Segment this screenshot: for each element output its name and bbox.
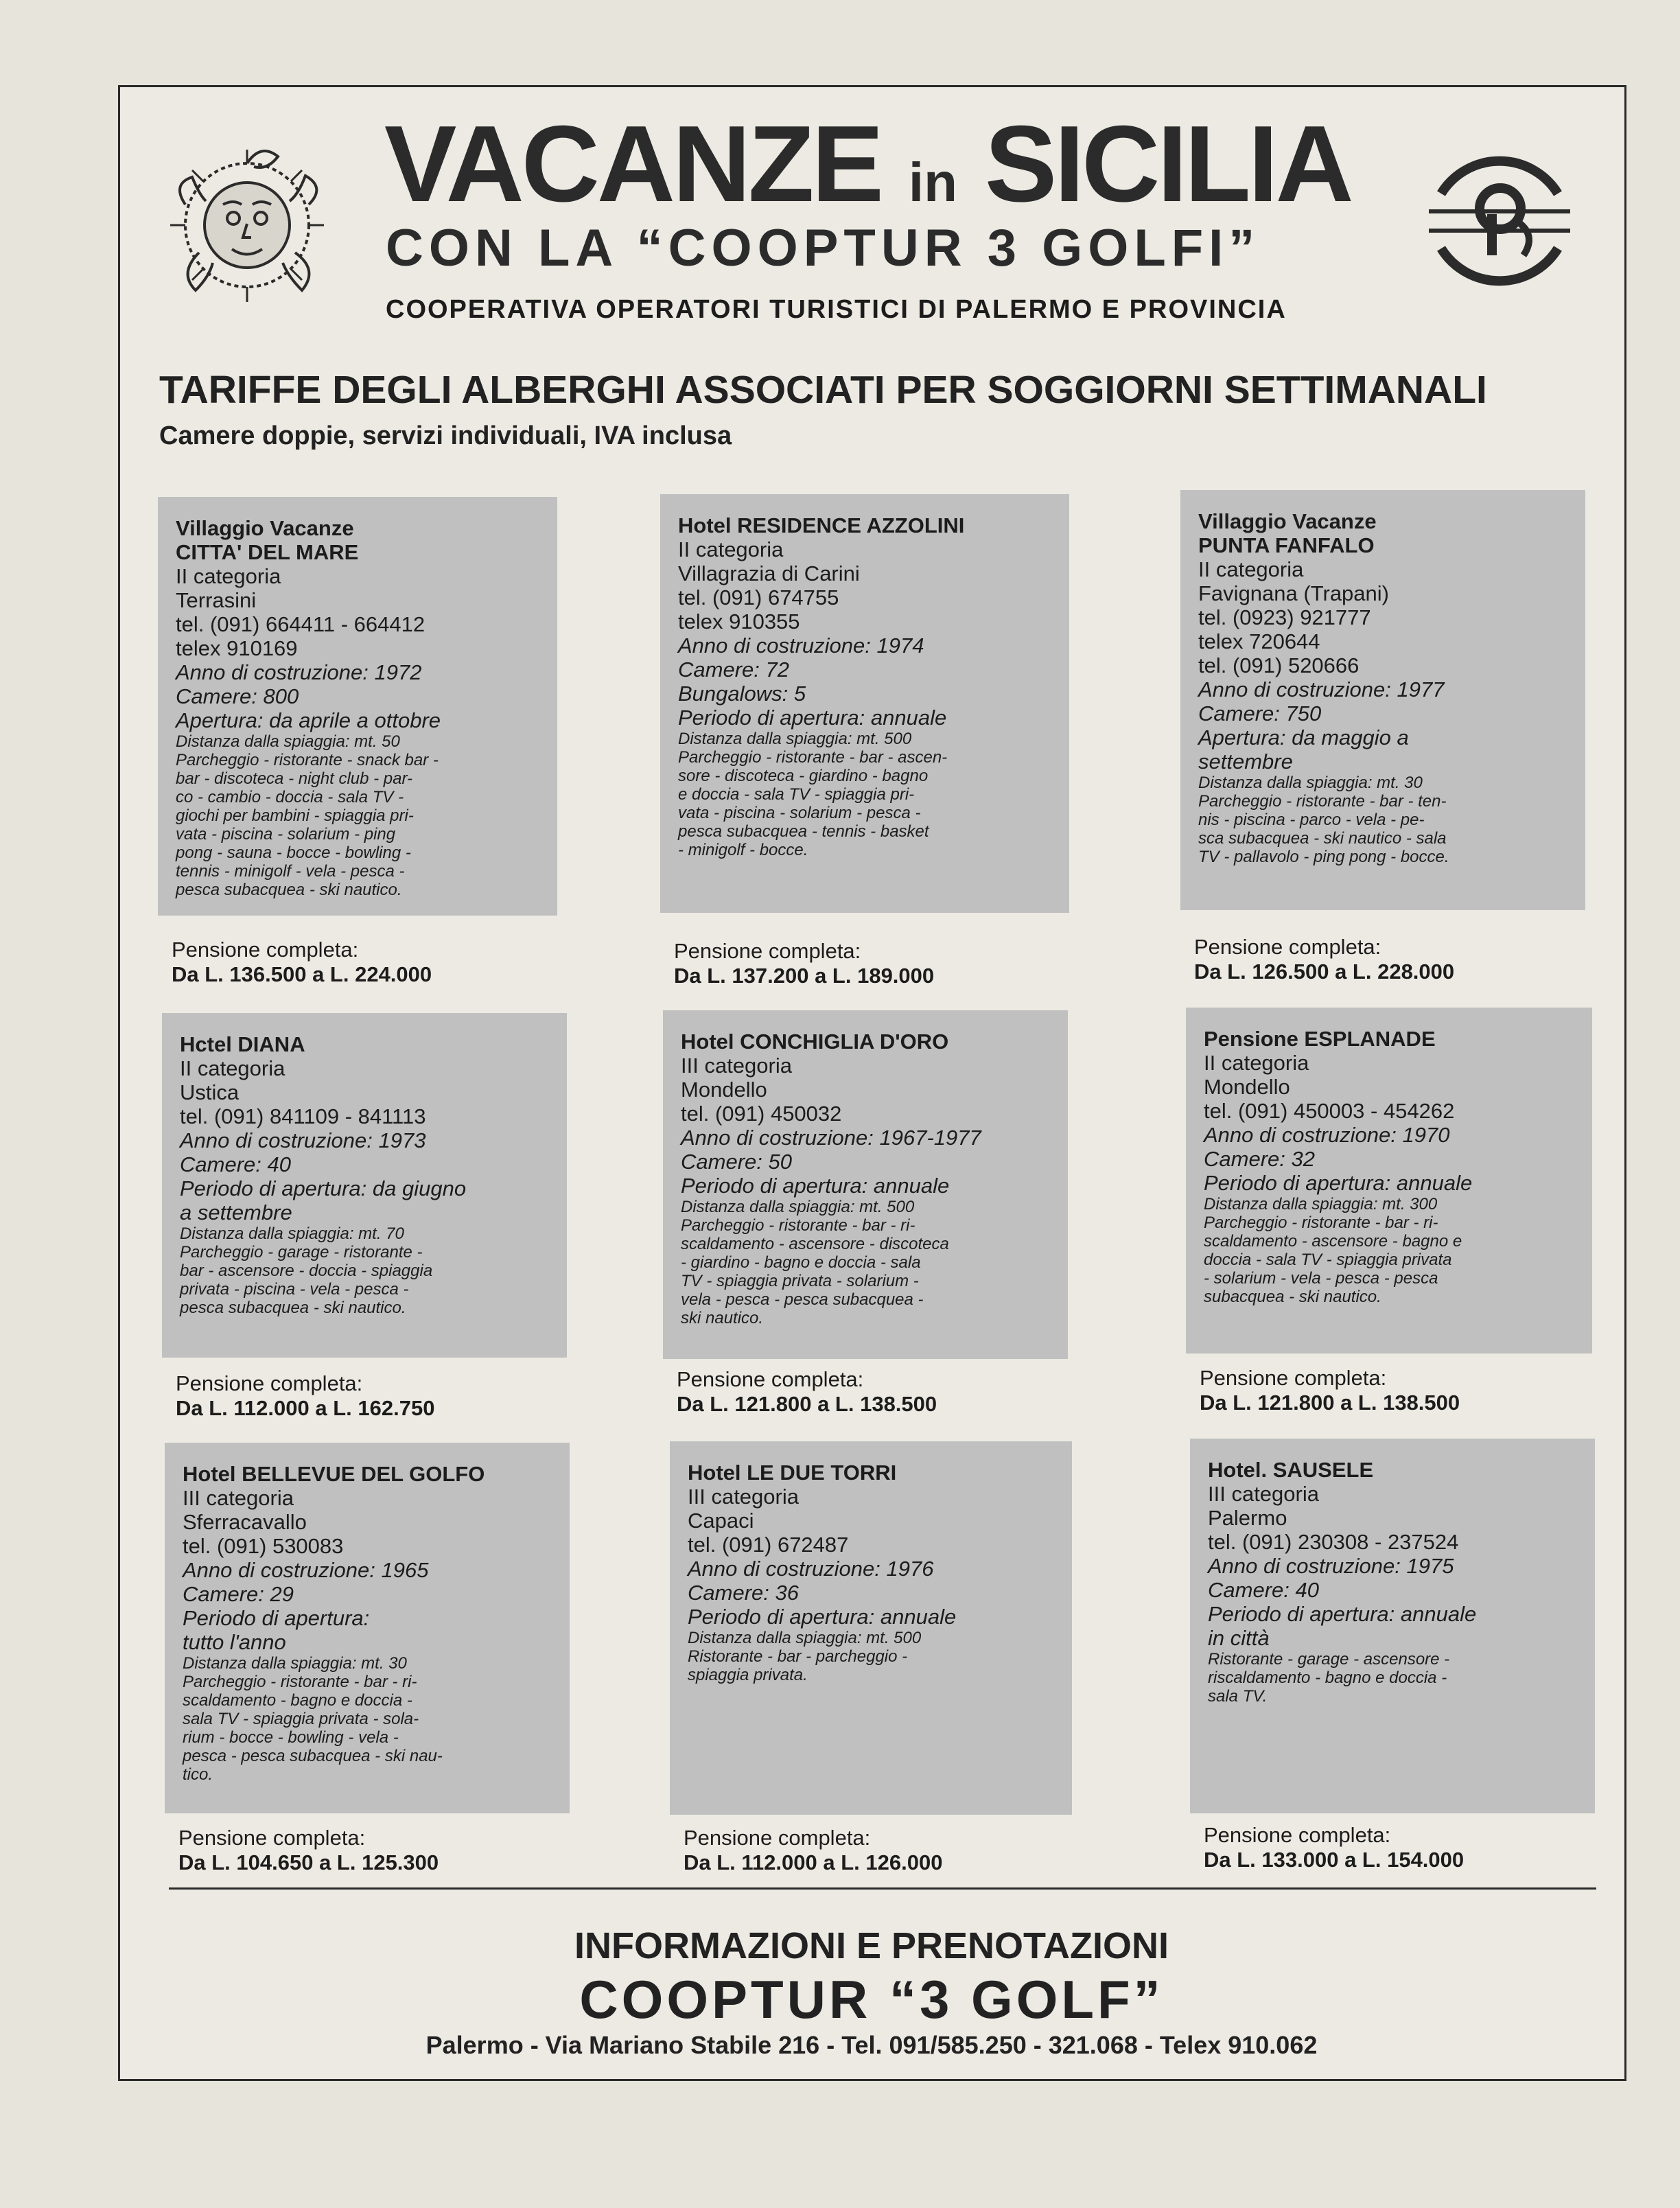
footer-company-name: COOPTUR “3 GOLF” bbox=[579, 1969, 1164, 2030]
hotel-info-line: III categoria bbox=[183, 1486, 294, 1510]
hotel-detail-line: Anno di costruzione: 1970 bbox=[1204, 1123, 1450, 1147]
hotel-amenities: Distanza dalla spiaggia: mt. 300 Parcheggio - ristorante - bar - ri- scaldamento - ascensore - bagno e doccia - sala TV - spiaggia privata - solarium - vela - pesca - pesca subacquea - ski nautico. bbox=[1204, 1195, 1462, 1306]
hotel-info-line: tel. (091) 674755 bbox=[678, 585, 839, 609]
hotel-detail-line: in città bbox=[1208, 1626, 1270, 1650]
price-label: Pensione completa: bbox=[1204, 1823, 1391, 1847]
hotel-detail-line: Camere: 50 bbox=[681, 1150, 792, 1174]
price-label: Pensione completa: bbox=[674, 939, 861, 963]
hotel-price bbox=[178, 1826, 563, 1875]
hotel-info-line: tel. (091) 520666 bbox=[1198, 653, 1360, 677]
price-label: Pensione completa: bbox=[176, 1371, 363, 1395]
price-range: Da L. 136.500 a L. 224.000 bbox=[172, 962, 432, 986]
hotel-info-line: tel. (091) 450032 bbox=[681, 1102, 842, 1126]
hotel-info-line: Mondello bbox=[1204, 1075, 1290, 1099]
ad-title: VACANZE in SICILIA bbox=[384, 104, 1351, 224]
hotel-price bbox=[684, 1826, 1068, 1875]
hotel-info-line: telex 910169 bbox=[176, 636, 298, 660]
price-label: Pensione completa: bbox=[172, 938, 359, 962]
hotel-amenities: Distanza dalla spiaggia: mt. 500 Parcheggio - ristorante - bar - ascen- sore - discoteca - giardino - bagno e doccia - sala TV - spiaggia pri- vata - piscina - solarium - pesca - pesca subacquea - tennis - basket - minigolf - bocce. bbox=[678, 730, 948, 859]
hotel-detail-line: Anno di costruzione: 1974 bbox=[678, 634, 924, 658]
hotel-card bbox=[1190, 1439, 1595, 1813]
hotel-name: Pensione ESPLANADE bbox=[1204, 1027, 1436, 1051]
hotel-detail-line: Periodo di apertura: annuale bbox=[678, 706, 947, 730]
hotel-detail-line: Periodo di apertura: annuale bbox=[688, 1605, 957, 1629]
hotel-info-line: Mondello bbox=[681, 1078, 767, 1102]
footer-divider bbox=[169, 1887, 1596, 1890]
hotel-detail-line: Anno di costruzione: 1972 bbox=[176, 660, 422, 684]
cooptur-logo-icon bbox=[1414, 146, 1585, 297]
hotel-card bbox=[1180, 490, 1585, 910]
hotel-card bbox=[670, 1441, 1072, 1815]
hotel-card bbox=[165, 1443, 570, 1813]
hotel-detail-line: Bungalows: 5 bbox=[678, 682, 806, 706]
hotel-card bbox=[663, 1010, 1068, 1359]
hotel-amenities: Distanza dalla spiaggia: mt. 50 Parcheggio - ristorante - snack bar - bar - discoteca - night club - par- co - cambio - doccia - sala TV - giochi per bambini - spiaggia pri- vata - piscina - solarium - ping pong - sauna - bocce - bowling - tennis - minigolf - vela - pesca - pesca subacquea - ski nautico. bbox=[176, 732, 439, 899]
hotel-detail-line: Camere: 72 bbox=[678, 658, 789, 682]
hotel-detail-line: Camere: 40 bbox=[1208, 1578, 1319, 1602]
hotel-detail-line: Periodo di apertura: da giugno bbox=[180, 1176, 467, 1200]
price-range: Da L. 112.000 a L. 162.750 bbox=[176, 1396, 435, 1420]
hotel-detail-line: Apertura: da aprile a ottobre bbox=[176, 708, 441, 732]
hotel-info-line: tel. (091) 230308 - 237524 bbox=[1208, 1530, 1459, 1554]
hotel-info-line: Ustica bbox=[180, 1080, 240, 1104]
hotel-price bbox=[674, 939, 1058, 988]
hotel-card bbox=[158, 497, 557, 916]
hotel-name: Villaggio Vacanze bbox=[1198, 509, 1377, 533]
hotel-info-line: tel. (091) 664411 - 664412 bbox=[176, 612, 425, 636]
cooperative-name: COOPERATIVA OPERATORI TURISTICI DI PALERMO E PROVINCIA bbox=[386, 295, 1287, 324]
hotel-amenities: Distanza dalla spiaggia: mt. 500 Parcheggio - ristorante - bar - ri- scaldamento - ascensore - discoteca - giardino - bagno e doccia - sala TV - spiaggia privata - solarium - vela - pesca - pesca subacquea - ski nautico. bbox=[681, 1198, 949, 1327]
hotel-card bbox=[1186, 1008, 1592, 1353]
hotel-detail-line: Anno di costruzione: 1973 bbox=[180, 1128, 426, 1152]
hotel-detail-line: tutto l'anno bbox=[183, 1630, 286, 1654]
hotel-info-line: II categoria bbox=[678, 537, 784, 561]
hotel-detail-line: Periodo di apertura: annuale bbox=[1204, 1171, 1473, 1195]
tariff-subheading: Camere doppie, servizi individuali, IVA inclusa bbox=[159, 421, 732, 450]
price-range: Da L. 104.650 a L. 125.300 bbox=[178, 1850, 439, 1874]
hotel-info-line: tel. (091) 841109 - 841113 bbox=[180, 1104, 426, 1128]
hotel-name: Hotel. SAUSELE bbox=[1208, 1458, 1374, 1482]
hotel-name: Hotel LE DUE TORRI bbox=[688, 1461, 897, 1485]
hotel-detail-line: Camere: 750 bbox=[1198, 701, 1322, 725]
trinacria-sun-icon bbox=[158, 136, 336, 314]
hotel-detail-line: Anno di costruzione: 1975 bbox=[1208, 1554, 1454, 1578]
price-range: Da L. 133.000 a L. 154.000 bbox=[1204, 1848, 1465, 1872]
hotel-name: Villaggio Vacanze bbox=[176, 516, 354, 540]
hotel-amenities: Distanza dalla spiaggia: mt. 70 Parcheggio - garage - ristorante - bar - ascensore - doccia - spiaggia privata - piscina - vela - pesca - pesca subacquea - ski nautico. bbox=[180, 1224, 433, 1317]
hotel-detail-line: Anno di costruzione: 1967-1977 bbox=[681, 1126, 981, 1150]
hotel-info-line: tel. (091) 530083 bbox=[183, 1534, 344, 1558]
hotel-price bbox=[1194, 935, 1578, 984]
hotel-info-line: III categoria bbox=[1208, 1482, 1319, 1506]
price-range: Da L. 126.500 a L. 228.000 bbox=[1194, 960, 1455, 984]
hotel-price bbox=[172, 938, 556, 987]
hotel-info-line: II categoria bbox=[1198, 557, 1304, 581]
hotel-amenities: Distanza dalla spiaggia: mt. 30 Parcheggio - ristorante - bar - ten- nis - piscina - parco - vela - pe- sca subacquea - ski nautico - sala TV - pallavolo - ping pong - bocce. bbox=[1198, 774, 1449, 866]
hotel-info-line: II categoria bbox=[1204, 1051, 1309, 1075]
hotel-info-line: II categoria bbox=[176, 564, 281, 588]
hotel-detail-line: Periodo di apertura: annuale bbox=[1208, 1602, 1477, 1626]
hotel-price bbox=[1204, 1823, 1588, 1872]
hotel-name: Hotel RESIDENCE AZZOLINI bbox=[678, 513, 965, 537]
hotel-detail-line: Apertura: da maggio a bbox=[1198, 725, 1409, 749]
hotel-name: PUNTA FANFALO bbox=[1198, 533, 1375, 557]
hotel-info-line: telex 720644 bbox=[1198, 629, 1320, 653]
footer-address: Palermo - Via Mariano Stabile 216 - Tel. 091/585.250 - 321.068 - Telex 910.062 bbox=[425, 2031, 1318, 2059]
hotel-info-line: tel. (091) 450003 - 454262 bbox=[1204, 1099, 1455, 1123]
hotel-detail-line: settembre bbox=[1198, 749, 1293, 774]
hotel-name: Hotel BELLEVUE DEL GOLFO bbox=[183, 1462, 485, 1486]
hotel-detail-line: Camere: 32 bbox=[1204, 1147, 1315, 1171]
hotel-info-line: II categoria bbox=[180, 1056, 285, 1080]
hotel-detail-line: Periodo di apertura: bbox=[183, 1606, 370, 1630]
hotel-info-line: III categoria bbox=[688, 1485, 799, 1509]
hotel-detail-line: Anno di costruzione: 1965 bbox=[183, 1558, 429, 1582]
price-label: Pensione completa: bbox=[684, 1826, 871, 1850]
hotel-name: Hotel CONCHIGLIA D'ORO bbox=[681, 1030, 949, 1054]
hotel-detail-line: Camere: 800 bbox=[176, 684, 299, 708]
price-label: Pensione completa: bbox=[1194, 935, 1381, 959]
hotel-card bbox=[660, 494, 1069, 913]
hotel-detail-line: Anno di costruzione: 1976 bbox=[688, 1557, 934, 1581]
tariff-heading: TARIFFE DEGLI ALBERGHI ASSOCIATI PER SOGGIORNI SETTIMANALI bbox=[159, 368, 1487, 412]
hotel-card bbox=[162, 1013, 567, 1358]
hotel-amenities: Distanza dalla spiaggia: mt. 500 Ristorante - bar - parcheggio - spiaggia privata. bbox=[688, 1629, 922, 1684]
hotel-info-line: tel. (0923) 921777 bbox=[1198, 605, 1371, 629]
hotel-info-line: Favignana (Trapani) bbox=[1198, 581, 1389, 605]
price-range: Da L. 137.200 a L. 189.000 bbox=[674, 964, 935, 988]
hotel-info-line: Capaci bbox=[688, 1509, 754, 1533]
hotel-detail-line: Camere: 40 bbox=[180, 1152, 291, 1176]
price-range: Da L. 121.800 a L. 138.500 bbox=[1200, 1391, 1460, 1415]
hotel-info-line: III categoria bbox=[681, 1054, 792, 1078]
hotel-info-line: Palermo bbox=[1208, 1506, 1287, 1530]
hotel-amenities: Distanza dalla spiaggia: mt. 30 Parcheggio - ristorante - bar - ri- scaldamento - bagno e doccia - sala TV - spiaggia privata - sola- rium - bocce - bowling - vela - pesca - pesca subacquea - ski nau- tico. bbox=[183, 1654, 443, 1784]
hotel-price bbox=[176, 1371, 560, 1421]
ad-subtitle: CON LA “COOPTUR 3 GOLFI” bbox=[386, 219, 1261, 277]
price-label: Pensione completa: bbox=[1200, 1366, 1387, 1390]
hotel-name: CITTA' DEL MARE bbox=[176, 540, 359, 564]
hotel-info-line: Terrasini bbox=[176, 588, 257, 612]
hotel-detail-line: Camere: 36 bbox=[688, 1581, 799, 1605]
hotel-detail-line: Anno di costruzione: 1977 bbox=[1198, 677, 1445, 701]
hotel-info-line: Sferracavallo bbox=[183, 1510, 307, 1534]
hotel-info-line: tel. (091) 672487 bbox=[688, 1533, 849, 1557]
hotel-amenities: Ristorante - garage - ascensore - riscaldamento - bagno e doccia - sala TV. bbox=[1208, 1650, 1450, 1706]
hotel-name: Hctel DIANA bbox=[180, 1032, 305, 1056]
hotel-info-line: Villagrazia di Carini bbox=[678, 561, 860, 585]
hotel-price bbox=[677, 1367, 1061, 1417]
hotel-detail-line: a settembre bbox=[180, 1200, 292, 1224]
price-range: Da L. 112.000 a L. 126.000 bbox=[684, 1850, 943, 1874]
price-range: Da L. 121.800 a L. 138.500 bbox=[677, 1392, 937, 1416]
price-label: Pensione completa: bbox=[178, 1826, 366, 1850]
hotel-detail-line: Camere: 29 bbox=[183, 1582, 294, 1606]
hotel-info-line: telex 910355 bbox=[678, 609, 800, 634]
hotel-detail-line: Periodo di apertura: annuale bbox=[681, 1174, 950, 1198]
footer-info-title: INFORMAZIONI E PRENOTAZIONI bbox=[574, 1925, 1169, 1966]
hotel-price bbox=[1200, 1366, 1584, 1415]
price-label: Pensione completa: bbox=[677, 1367, 864, 1391]
